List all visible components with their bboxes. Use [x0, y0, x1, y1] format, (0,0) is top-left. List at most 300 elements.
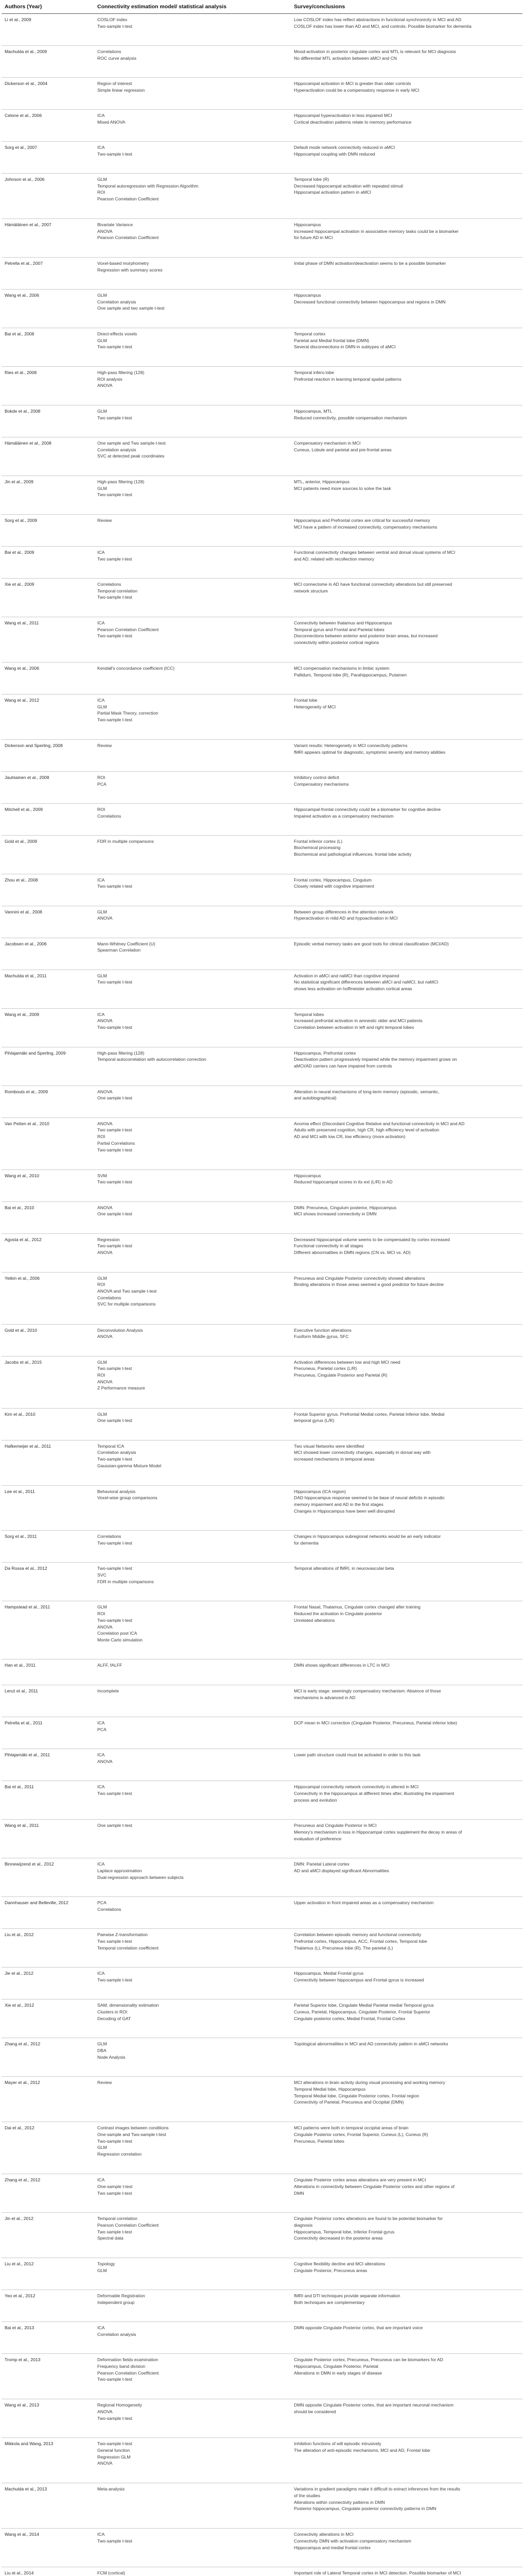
table-row [2, 1897, 522, 1929]
finding-line: Pallidum, Temporal lobe (R), Parahippocampus, Putamen [294, 672, 407, 677]
finding-line: Temporal cortex [294, 331, 326, 336]
method-line: Voxel-wise group comparisons [97, 1495, 158, 1501]
findings-cell [291, 2399, 522, 2438]
methods-cell [94, 142, 291, 174]
table-row [2, 1717, 522, 1749]
table-row [2, 2077, 522, 2122]
finding-line: Hippocampus, Temporal lobe, Inferior Frontal gyrus [294, 2229, 395, 2234]
finding-line: Decreased functional connectivity between hippocampus and regions in DMN [294, 299, 446, 304]
finding-line: Two visual Networks were identified [294, 1443, 364, 1449]
method-line: SVM [97, 1173, 107, 1178]
finding-line: Default mode network connectivity reduced in aMCI [294, 145, 395, 150]
method-line: PCA [97, 1727, 107, 1733]
methods-cell [94, 694, 291, 739]
author-cell: Zhang et al., 2012 [2, 2038, 94, 2077]
finding-line: Activation differences between low and high MCI need [294, 1359, 400, 1365]
findings-cell [291, 174, 522, 219]
finding-line: Frontal cortex, Hippocampus, Cingulum [294, 877, 372, 883]
author-cell: Liu et al., 2014 [2, 2567, 94, 2576]
methods-cell [94, 1117, 291, 1170]
method-line: Temporal correlation [97, 2216, 137, 2222]
author-cell: Machulda et al., 2011 [2, 970, 94, 1008]
method-line: COSLOF index [97, 17, 128, 23]
method-line: One-sample t-test [97, 2183, 133, 2189]
finding-line: Reduced the activation in Cingulate posterior [294, 1611, 382, 1617]
method-line: Independent group [97, 2299, 135, 2305]
findings-cell [291, 906, 522, 938]
findings-cell [291, 662, 522, 694]
methods-cell [94, 2529, 291, 2567]
finding-line: Hyperactivation in mild AD and hypoactivation in MCI [294, 916, 398, 921]
method-line: Correlation analysis [97, 447, 136, 452]
studies-table [2, 2, 522, 2576]
methods-cell [94, 1858, 291, 1897]
table-row [2, 290, 522, 328]
methods-cell [94, 110, 291, 142]
findings-cell [291, 2213, 522, 2258]
finding-line: Temporal Medial lobe, Hippocampus [294, 2086, 366, 2092]
finding-line: Increased prefrontal activation in amnestic older and MCI patients [294, 1018, 423, 1024]
author-cell: Liu et al., 2012 [2, 2258, 94, 2290]
methods-cell [94, 1717, 291, 1749]
findings-cell [291, 405, 522, 437]
findings-cell [291, 46, 522, 78]
method-line: ANOVA [97, 1759, 113, 1765]
finding-line: DMN [294, 2190, 304, 2196]
method-line: Two-sample t-test [97, 2441, 132, 2447]
method-line: One sample and two sample t-test [97, 306, 165, 311]
table-row [2, 1968, 522, 1999]
method-line: Two-sample t-test [97, 717, 132, 722]
finding-line: Hippocampus and medial frontal cortex [294, 2545, 371, 2550]
finding-line: Connectivity in the hippocampus at different times after, illustrating the impairment [294, 1791, 455, 1797]
finding-line: Fusiform Middle gyrus, SFC [294, 1334, 349, 1340]
methods-cell [94, 174, 291, 219]
table-container [2, 2, 522, 2576]
method-line: Two-sample t-test [97, 1977, 132, 1983]
methods-cell [94, 2354, 291, 2399]
method-line: Correlations [97, 1295, 121, 1300]
method-line: ROI [97, 774, 106, 780]
method-line: Two sample t-test [97, 1791, 132, 1797]
table-row [2, 2038, 522, 2077]
table-row [2, 1008, 522, 1047]
finding-line: Cuneus, Parietal, Hippocampus, Cingulate Posterior, Frontal Superior [294, 2009, 430, 2014]
finding-line: Biochemical and pathological influences, frontal lobe activity [294, 852, 412, 857]
findings-cell [291, 1170, 522, 1201]
table-row [2, 938, 522, 970]
finding-line: Hippocampus, Medial Frontal gyrus [294, 1971, 364, 1976]
author-cell: Wang et al., 2011 [2, 617, 94, 662]
header-row [2, 2, 522, 14]
author-cell: Binnewijzend et al., 2012 [2, 1858, 94, 1897]
table-row [2, 1201, 522, 1233]
methods-cell [94, 2174, 291, 2213]
author-cell: Da Rossa et al., 2012 [2, 1563, 94, 1601]
author-cell: Pihlajamäki and Sperling, 2009 [2, 1047, 94, 1086]
author-cell: Dickerson et al., 2004 [2, 78, 94, 110]
findings-cell [291, 2322, 522, 2354]
findings-cell [291, 2258, 522, 2290]
findings-cell [291, 2077, 522, 2122]
methods-cell [94, 2122, 291, 2174]
finding-line: MCI patterns were both in temporal occipital areas of brain [294, 2125, 409, 2131]
method-line: ICA [97, 113, 105, 118]
methods-cell [94, 2483, 291, 2529]
method-line: ANOVA [97, 1205, 113, 1210]
findings-cell [291, 1781, 522, 1820]
finding-line: Both techniques are complementary [294, 2299, 365, 2305]
author-cell: Celone et al., 2006 [2, 110, 94, 142]
finding-line: Cingulate posterior cortex, Medial Frontal, Frontal Cortex [294, 2015, 406, 2021]
method-line: Voxel-based morphometry [97, 261, 149, 266]
methods-cell [94, 874, 291, 906]
methods-cell [94, 328, 291, 366]
finding-line: Hippocampus, MTL [294, 408, 333, 414]
author-cell: Yeo et al., 2012 [2, 2290, 94, 2322]
findings-cell [291, 1440, 522, 1485]
author-cell: Wang et al., 2010 [2, 1170, 94, 1201]
table-row [2, 546, 522, 578]
method-line: ROI [97, 1282, 106, 1287]
method-line: Mixed ANOVA [97, 119, 126, 125]
table-row [2, 1117, 522, 1170]
finding-line: connectivity within posterior cortical regions [294, 640, 379, 646]
header-methods: Connectivity estimation model/ statistical analysis [94, 2, 291, 14]
finding-line: Increased hippocampal activation in associative memory tasks could be a biomarker [294, 228, 459, 234]
finding-line: MCI compensation mechanisms in limbic system [294, 665, 390, 671]
findings-cell [291, 1858, 522, 1897]
method-line: Spearman Correlation [97, 947, 141, 953]
finding-line: network structure [294, 588, 328, 594]
author-cell: Machulda et al., 2013 [2, 2483, 94, 2529]
finding-line: Cingulate Posterior cortex alterations are found to be potential biomarker for [294, 2216, 443, 2222]
method-line: High-pass filtering (128) [97, 369, 145, 375]
author-cell: Pihlajamäki et al., 2011 [2, 1749, 94, 1781]
table-row [2, 46, 522, 78]
methods-cell [94, 290, 291, 328]
author-cell: Gold et al., 2009 [2, 835, 94, 874]
author-cell: Zhang et al., 2012 [2, 2174, 94, 2213]
table-row [2, 1659, 522, 1685]
method-line: Clusters in ROI [97, 2009, 128, 2014]
finding-line: increased mechanisms in temporal areas [294, 1456, 375, 1462]
table-row [2, 835, 522, 874]
finding-line: MCI patients need more sources to solve the task [294, 485, 391, 491]
methods-cell [94, 906, 291, 938]
methods-cell [94, 1008, 291, 1047]
findings-cell [291, 1601, 522, 1659]
method-line: One sample t-test [97, 1823, 132, 1828]
method-line: Partial Correlations [97, 1140, 135, 1146]
finding-line: Cingulate Posterior, Precuneus areas [294, 2267, 368, 2273]
method-line: Two-sample t-test [97, 979, 132, 985]
findings-cell [291, 970, 522, 1008]
methods-cell [94, 662, 291, 694]
method-line: ICA [97, 1971, 105, 1976]
findings-cell [291, 1272, 522, 1324]
method-line: Meta-analysis [97, 2486, 125, 2492]
method-line: Gaussian-gamma Mixture Model [97, 1463, 162, 1468]
method-line: ICA [97, 877, 105, 883]
method-line: Simple linear regression [97, 87, 145, 93]
table-row [2, 739, 522, 771]
methods-cell [94, 803, 291, 835]
method-line: GLM [97, 909, 107, 914]
author-cell: Zhou et al., 2008 [2, 874, 94, 906]
author-cell: Dai et al., 2012 [2, 2122, 94, 2174]
method-line: ROI [97, 1372, 106, 1378]
method-line: Regional Homogeneity [97, 2402, 142, 2408]
method-line: Regression [97, 1236, 120, 1242]
method-line: One sample t-test [97, 1211, 132, 1217]
finding-line: Variant results: Heterogeneity in MCI connectivity patterns [294, 742, 408, 748]
method-line: GLM [97, 408, 107, 414]
method-line: Monte Carlo simulation [97, 1637, 143, 1643]
methods-cell [94, 78, 291, 110]
finding-line: No statistical significant differences between aMCI and naMCI, but naMCI [294, 979, 439, 985]
author-cell: Ries et al., 2008 [2, 366, 94, 405]
finding-line: Topological abnormalities in MCI and AD connectivity pattern in aMCI networks [294, 2041, 448, 2047]
method-line: Two-sample t-test [97, 1456, 132, 1462]
method-line: Two-sample t-test [97, 23, 132, 29]
finding-line: Memory's mechanism in loss in Hippocampal cortex supplement the decay in areas of [294, 1829, 462, 1835]
author-cell: Wang et al., 2006 [2, 662, 94, 694]
method-line: GLM [97, 293, 107, 298]
methods-cell [94, 1685, 291, 1717]
finding-line: aMCI/AD carriers can have impaired from controls [294, 1063, 392, 1069]
findings-cell [291, 2038, 522, 2077]
method-line: Two-sample t-test [97, 2377, 132, 2382]
finding-line: Compensatory mechanism in MCI [294, 440, 361, 446]
method-line: ROI [97, 1611, 106, 1617]
finding-line: Frontal inferior cortex (L) [294, 838, 343, 844]
finding-line: DCP mean in MCI correction (Cingulate Posterior, Precuneus, Parietal inferior lobe) [294, 1720, 457, 1726]
method-line: Decoding of GAT [97, 2015, 131, 2021]
method-line: ANOVA [97, 1624, 113, 1630]
method-line: Two-sample t-test [97, 1566, 132, 1571]
method-line: Topology [97, 2261, 115, 2267]
method-line: GLM [97, 2267, 107, 2273]
findings-cell [291, 290, 522, 328]
finding-line: Parietal Superior lobe, Cingulate Medial Parietal medial Temporal gyrus [294, 2003, 434, 2008]
methods-cell [94, 258, 291, 290]
table-row [2, 514, 522, 546]
method-line: GLM [97, 704, 107, 709]
author-cell: Jin et al., 2012 [2, 2213, 94, 2258]
table-row [2, 2258, 522, 2290]
author-cell: Wang et al., 2011 [2, 1820, 94, 1858]
method-line: Contrast images between conditions [97, 2125, 169, 2131]
finding-line: Cortical deactivation patterns relate to memory performance [294, 119, 412, 125]
method-line: Temporal correlation coefficient [97, 1945, 159, 1951]
method-line: Mann-Whitney Coefficient (U) [97, 941, 155, 946]
method-line: Regression GLM [97, 2454, 131, 2460]
finding-line: should be considered [294, 2409, 336, 2414]
finding-line: The alteration of anti-episodic mechanisms, MCI and AD, Frontal lobe [294, 2447, 430, 2453]
findings-cell [291, 1485, 522, 1531]
finding-line: Parietal and Medial frontal lobe (DMN) [294, 337, 370, 343]
finding-line: Heterogeneity of MCI [294, 704, 336, 709]
table-row [2, 2322, 522, 2354]
finding-line: COSLOF index has lower than AD and MCI, and controls. Possible biomarker for dementia [294, 23, 471, 29]
method-line: Two-sample t-test [97, 884, 132, 889]
table-row [2, 78, 522, 110]
findings-cell [291, 1563, 522, 1601]
finding-line: Closely related with cognitive impairment [294, 884, 374, 889]
methods-cell [94, 514, 291, 546]
finding-line: Alterations within connectivity patterns in DMN [294, 2499, 385, 2505]
author-cell: Hampstead et al., 2011 [2, 1601, 94, 1659]
finding-line: evaluation of preference [294, 1836, 342, 1841]
finding-line: Decreased hippocampal volume seems to be compensated by cortex increased [294, 1236, 450, 1242]
method-line: ANOVA [97, 1250, 113, 1256]
method-line: Two-sample t-test [97, 2138, 132, 2144]
table-row [2, 110, 522, 142]
findings-cell [291, 142, 522, 174]
finding-line: Hippocampus [294, 222, 321, 228]
methods-cell [94, 578, 291, 617]
table-row [2, 1233, 522, 1272]
finding-line: Frontal Nasal, Thalamus, Cingulate cortex changed after training [294, 1604, 421, 1610]
method-line: Two-sample t-test [97, 344, 132, 350]
table-row [2, 142, 522, 174]
method-line: General function [97, 2447, 130, 2453]
author-cell: Lenzi et al., 2011 [2, 1685, 94, 1717]
methods-cell [94, 835, 291, 874]
finding-line: for future AD in MCI [294, 235, 333, 241]
method-line: One-sample and Two-sample t-test [97, 2131, 166, 2137]
finding-line: and AD, related with recollection memory [294, 556, 375, 562]
findings-cell [291, 1086, 522, 1117]
methods-cell [94, 219, 291, 258]
method-line: FCM (cortical) [97, 2570, 125, 2576]
table-row [2, 1858, 522, 1897]
method-line: GLM [97, 1275, 107, 1281]
method-line: Two-sample t-test [97, 2538, 132, 2544]
author-cell: Han et al., 2011 [2, 1659, 94, 1685]
findings-cell [291, 835, 522, 874]
method-line: ICA [97, 2532, 105, 2537]
finding-line: Binding alterations in those areas seemed a good predictor for future decline [294, 1282, 444, 1287]
finding-line: Alterations in DMN in early stages of disease [294, 2370, 382, 2376]
method-line: SAM, dimensionality estimation [97, 2003, 159, 2008]
finding-line: Hippocampal activation in MCI is greater than older controls [294, 81, 411, 87]
methods-cell [94, 1440, 291, 1485]
table-row [2, 1272, 522, 1324]
findings-cell [291, 1047, 522, 1086]
findings-cell [291, 739, 522, 771]
methods-cell [94, 1324, 291, 1356]
method-line: Two-sample t-test [97, 595, 132, 600]
table-row [2, 2174, 522, 2213]
finding-line: MCI showed lower connectivity changes, especially in dorsal way with [294, 1450, 431, 1455]
method-line: Incomplete [97, 1688, 119, 1694]
table-row [2, 1820, 522, 1858]
method-line: Deconvolution Analysis [97, 1327, 143, 1333]
method-line: ANOVA [97, 1121, 113, 1126]
method-line: Two sample t-test [97, 2190, 132, 2196]
method-line: ICA [97, 1752, 105, 1758]
finding-line: MTL, anterior, Hippocampus [294, 479, 350, 484]
finding-line: for dementia [294, 1540, 319, 1546]
author-cell: Mikkola and Wang, 2013 [2, 2438, 94, 2483]
author-cell: Jacobsen et al., 2006 [2, 938, 94, 970]
methods-cell [94, 1047, 291, 1086]
method-line: One sample t-test [97, 1418, 132, 1423]
method-line: Partial Mask Theory, correction [97, 710, 159, 716]
method-line: Two sample t-test [97, 556, 132, 562]
methods-cell [94, 1531, 291, 1563]
table-row [2, 906, 522, 938]
table-row [2, 2438, 522, 2483]
table-row [2, 1047, 522, 1086]
finding-line: Hippocampus, Prefrontal cortex [294, 1050, 356, 1056]
findings-cell [291, 938, 522, 970]
author-cell: Bai et al., 2009 [2, 546, 94, 578]
method-line: Kendall's concordance coefficient (ICC) [97, 665, 175, 671]
findings-cell [291, 694, 522, 739]
author-cell: Sorg et al., 2007 [2, 142, 94, 174]
method-line: ICA [97, 2325, 105, 2331]
finding-line: Inhibitory control deficit [294, 774, 339, 780]
finding-line: Frontal lobe [294, 697, 318, 703]
finding-line: Variations in gradient paradigms make it difficult to extract inferences from the results [294, 2486, 461, 2492]
methods-cell [94, 771, 291, 803]
finding-line: Precuneus and Cingulate Posterior in MCI [294, 1823, 377, 1828]
method-line: Temporal autoregression with Regression Algorithm [97, 183, 199, 189]
finding-line: MCI alterations in brain activity during visual processing and working memory [294, 2080, 445, 2086]
method-line: Temporal ICA [97, 1443, 125, 1449]
table-row [2, 578, 522, 617]
table-row [2, 1324, 522, 1356]
finding-line: of the studies [294, 2493, 321, 2498]
method-line: ANOVA and Two sample t-test [97, 1289, 157, 1294]
author-cell: Agosta et al., 2012 [2, 1233, 94, 1272]
method-line: ICA [97, 1861, 105, 1867]
finding-line: Hippocampal-frontal connectivity could be a biomarker for cognitive decline [294, 806, 441, 812]
method-line: ANOVA [97, 2461, 113, 2466]
table-row [2, 258, 522, 290]
author-cell: Petrella et al., 2007 [2, 258, 94, 290]
methods-cell [94, 1659, 291, 1685]
findings-cell [291, 2567, 522, 2576]
methods-cell [94, 1170, 291, 1201]
author-cell: Xie et al., 2012 [2, 1999, 94, 2038]
methods-cell [94, 46, 291, 78]
author-cell: Mayer et al., 2012 [2, 2077, 94, 2122]
finding-line: Connectivity between thalamus and Hippocampus [294, 620, 392, 625]
method-line: Review [97, 517, 112, 523]
finding-line: Correlation between activation in left and right temporal lobes [294, 1025, 414, 1030]
method-line: Correlation analysis [97, 2331, 136, 2337]
methods-cell [94, 2438, 291, 2483]
methods-cell [94, 1485, 291, 1531]
finding-line: AD and aMCI displayed significant Abnormalities [294, 1868, 389, 1874]
findings-cell [291, 617, 522, 662]
finding-line: MCI shows increased connectivity in DMN [294, 1211, 377, 1217]
finding-line: Activation in aMCI and naMCI than cognitive impaired [294, 973, 399, 978]
author-cell: Wang et al., 2009 [2, 1008, 94, 1047]
method-line: SVC for multiple comparisons [97, 1301, 156, 1307]
table-row [2, 1781, 522, 1820]
findings-cell [291, 1968, 522, 1999]
method-line: Correlations [97, 813, 121, 819]
author-cell: Machulda et al., 2009 [2, 46, 94, 78]
findings-cell [291, 2529, 522, 2567]
finding-line: Hippocampus (ICA region) [294, 1488, 346, 1494]
finding-line: No differential MTL activation between aMCI and CN [294, 55, 397, 61]
